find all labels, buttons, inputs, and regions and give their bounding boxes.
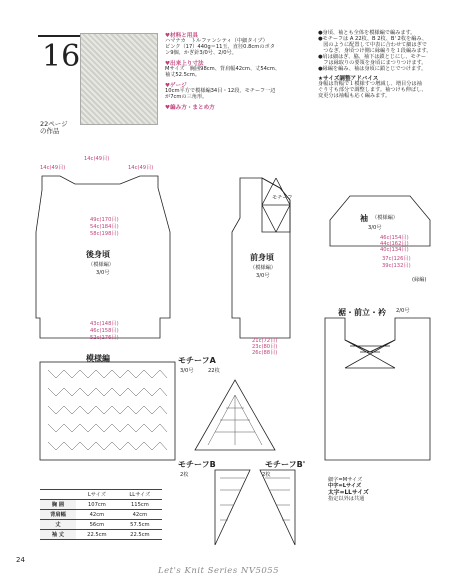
gauge-line-2: が7cmの三角形。	[165, 93, 208, 100]
dim-front-bottom-2: 23c(80目)	[252, 344, 278, 350]
size-table-cell: 42cm	[118, 510, 162, 520]
page-number: 24	[16, 556, 25, 564]
dim-back-top-left: 14c(49目)	[40, 165, 66, 171]
sleeve-note: (縁編)	[412, 277, 427, 283]
edging-motif-grid	[345, 340, 395, 368]
motif-b-label: モチーフB	[178, 460, 216, 469]
pattern-chart-label: 模様編	[86, 354, 110, 363]
size-table-cell: 22.5cm	[118, 530, 162, 540]
motif-b2-label: モチーフB'	[265, 460, 306, 469]
dim-sleeve-top-3: 40c(134目)	[380, 247, 409, 253]
size-table-cell: 115cm	[118, 500, 162, 510]
materials-line-2: ピンク（17）440g＝11玉、直径0.8cmのボタ	[165, 43, 275, 50]
table-row	[40, 520, 162, 530]
gauge-title: ♥ゲージ	[165, 82, 187, 89]
pattern-number: 16	[42, 39, 81, 74]
dim-front-bottom-1: 21c(72目)	[252, 338, 278, 344]
dim-back-width-2: 54c(184目)	[90, 224, 119, 230]
finish-line-1: Mサイズ 胸囲98cm、背肩幅42cm、丈54cm、	[165, 65, 281, 72]
page-reference: 22ページ の作品	[40, 120, 68, 136]
sleeve-label: 袖	[360, 214, 368, 223]
back-body-label: 後身頃	[86, 250, 110, 259]
dim-back-width-3: 58c(198目)	[90, 231, 119, 237]
materials-line-3: ン9個、かぎ針3/0号、2/0号。	[165, 49, 237, 56]
dim-back-bottom-2: 46c(158目)	[90, 328, 119, 334]
motif-b-outline	[215, 470, 250, 545]
sleeve-sub: （模様編）	[372, 215, 398, 221]
size-table-header	[40, 490, 162, 500]
finish-title: ♥出来上り寸法	[165, 60, 204, 67]
dim-back-width-1: 49c(170目)	[90, 217, 119, 223]
size-table-cell: LLサイズ	[118, 490, 162, 500]
advice-line-1: 身幅は背幅で１模様すつ増減し、増目分は袖	[318, 80, 422, 87]
legend-item: 指定以外は共通	[328, 495, 365, 502]
front-body-hook: 3/0号	[256, 273, 270, 279]
edging-hook: 2/0号	[396, 308, 410, 314]
size-legend	[328, 478, 369, 503]
size-table-cell: 56cm	[76, 520, 118, 530]
size-table-cell	[40, 490, 76, 500]
size-table-cell: 107cm	[76, 500, 118, 510]
step-2: ●モチーフは A 22枚、B 2枚、B' 2枚を編み、	[318, 35, 428, 42]
motif-a-count: 22枚	[208, 368, 220, 374]
sleeve-hook: 3/0号	[368, 225, 382, 231]
size-table-cell: 57.5cm	[118, 520, 162, 530]
table-row	[40, 500, 162, 510]
pattern-chart-stitches	[48, 370, 167, 450]
size-table-cell: 背肩幅	[40, 510, 76, 520]
motif-b-stitches	[220, 478, 245, 520]
step-7: ●縁編を編み、袖は身頃に鎖とじでつけます。	[318, 65, 427, 72]
dim-sleeve-top-2: 44c(162目)	[380, 241, 409, 247]
motif-b-count: 2枚	[180, 472, 189, 478]
dim-back-top-mid: 14c(49目)	[84, 156, 110, 162]
dim-sleeve-top-1: 46c(154目)	[380, 235, 409, 241]
step-3: 図のように配置して中表に合わせて細はぎで	[318, 41, 427, 48]
size-table-cell: 袖 丈	[40, 530, 76, 540]
materials-line-1: ハマナカ トルファンシティ（中細タイプ）	[165, 38, 268, 44]
back-body-hook: 3/0号	[96, 270, 110, 276]
advice-line-3: 変更分は袖幅も応く編みます。	[318, 92, 391, 99]
step-6: フは縁取りの要領を身頃にまつりつけます。	[318, 59, 427, 66]
finish-line-2: 袖丈52.5cm。	[165, 71, 201, 78]
size-table-cell: 22.5cm	[76, 530, 118, 540]
motif-b2-count: 2枚	[262, 472, 271, 478]
step-1: ●身頃、袖とも全体を模様編で編みます。	[318, 30, 416, 36]
front-body-sub: （模様編）	[250, 265, 276, 271]
size-table-cell: Lサイズ	[76, 490, 118, 500]
materials-title: ♥材料と用具	[165, 33, 198, 39]
dim-back-bottom-3: 52c(176目)	[90, 335, 119, 341]
dim-back-bottom-1: 43c(148目)	[90, 321, 119, 327]
dim-back-top-right: 14c(49目)	[128, 165, 154, 171]
size-table-cell: 胸 囲	[40, 500, 76, 510]
motif-a-stitches	[208, 395, 262, 445]
legend-item: 中字=Lサイズ	[328, 482, 362, 489]
back-body-sub: （模様編）	[88, 262, 114, 268]
table-row	[40, 530, 162, 540]
motif-b2-outline	[260, 470, 295, 545]
size-table	[40, 489, 162, 540]
motif-a-hook: 3/0号	[180, 368, 194, 374]
step-5: ●肩は細はぎ、脇、袖下は鎖とじにし、モチー	[318, 53, 427, 60]
method-title: ♥編み方・まとめ方	[165, 104, 215, 111]
series-title: Let's Knit Series NV5055	[158, 566, 280, 576]
edging-outline	[325, 318, 430, 460]
table-row	[40, 510, 162, 520]
edging-label: 裾・前立・衿	[338, 308, 386, 317]
front-motif-label: モチーフ	[272, 195, 293, 201]
motif-a-label: モチーフA	[178, 356, 216, 365]
legend-item: 細字=Mサイズ	[328, 477, 363, 483]
size-table-cell: 丈	[40, 520, 76, 530]
advice-line-2: ぐり寸も部分で調整します。袖つけも伸ばし、	[318, 86, 427, 93]
dim-sleeve-bottom-2: 39c(132目)	[382, 263, 411, 269]
advice-title: ★サイズ調整アドバイス	[318, 75, 379, 82]
dim-sleeve-bottom-1: 37c(126目)	[382, 256, 411, 262]
step-4: つなぎ、身頃つけ側に縁編りを１段編みます。	[318, 47, 432, 54]
front-body-label: 前身頃	[250, 253, 274, 262]
dim-front-bottom-3: 26c(88目)	[252, 350, 278, 356]
motif-b2-stitches	[265, 478, 290, 520]
gauge-line-1: 10cm平方で模様編34目・12段、モチーフ一辺	[165, 87, 276, 94]
front-motif-grid	[262, 178, 290, 232]
size-table-cell: 42cm	[76, 510, 118, 520]
legend-item: 太字=LLサイズ	[328, 489, 369, 496]
